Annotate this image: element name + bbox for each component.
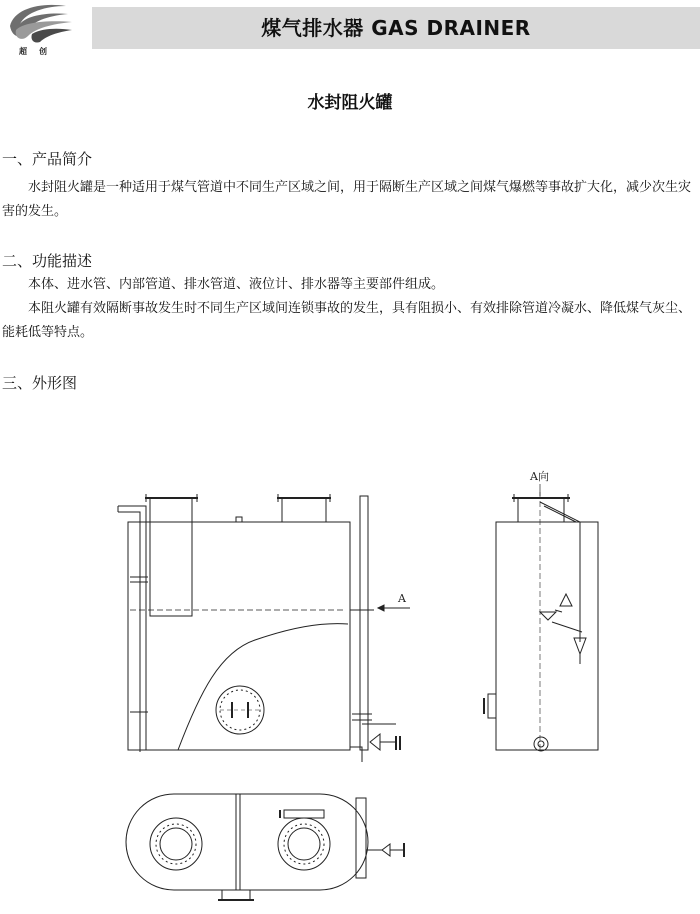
label-a-direction: A向 [530,470,549,483]
section-heading-outline-drawing: 三、外形图 [2,374,78,392]
front-view [118,494,410,762]
document-title: 水封阻火罐 [307,93,393,113]
paragraph-function-features: 本阻火罐有效隔断事故发生时不同生产区域间连锁事故的发生，具有阻损小、有效排除管道冷凝水、降低煤气灰尘、能耗低等特点。 [2,301,692,340]
logo-label: 超创 [19,46,59,56]
label-a: A [398,592,406,605]
outline-drawing [0,462,700,914]
page-header [0,0,700,62]
paragraph-intro: 水封阻火罐是一种适用于煤气管道中不同生产区域之间，用于隔断生产区域之间煤气爆燃等事故扩大化，减少次生灾害的发生。 [2,180,692,219]
logo-swoosh-icon [2,0,76,48]
section-heading-intro: 一、产品简介 [2,150,93,168]
header-title: 煤气排水器 GAS DRAINER [261,16,531,40]
side-view [484,469,598,752]
company-logo [2,0,76,60]
plan-view [126,794,404,900]
paragraph-function-components: 本体、进水管、内部管道、排水管道、液位计、排水器等主要部件组成。 [2,277,445,292]
section-heading-function: 二、功能描述 [2,252,93,270]
